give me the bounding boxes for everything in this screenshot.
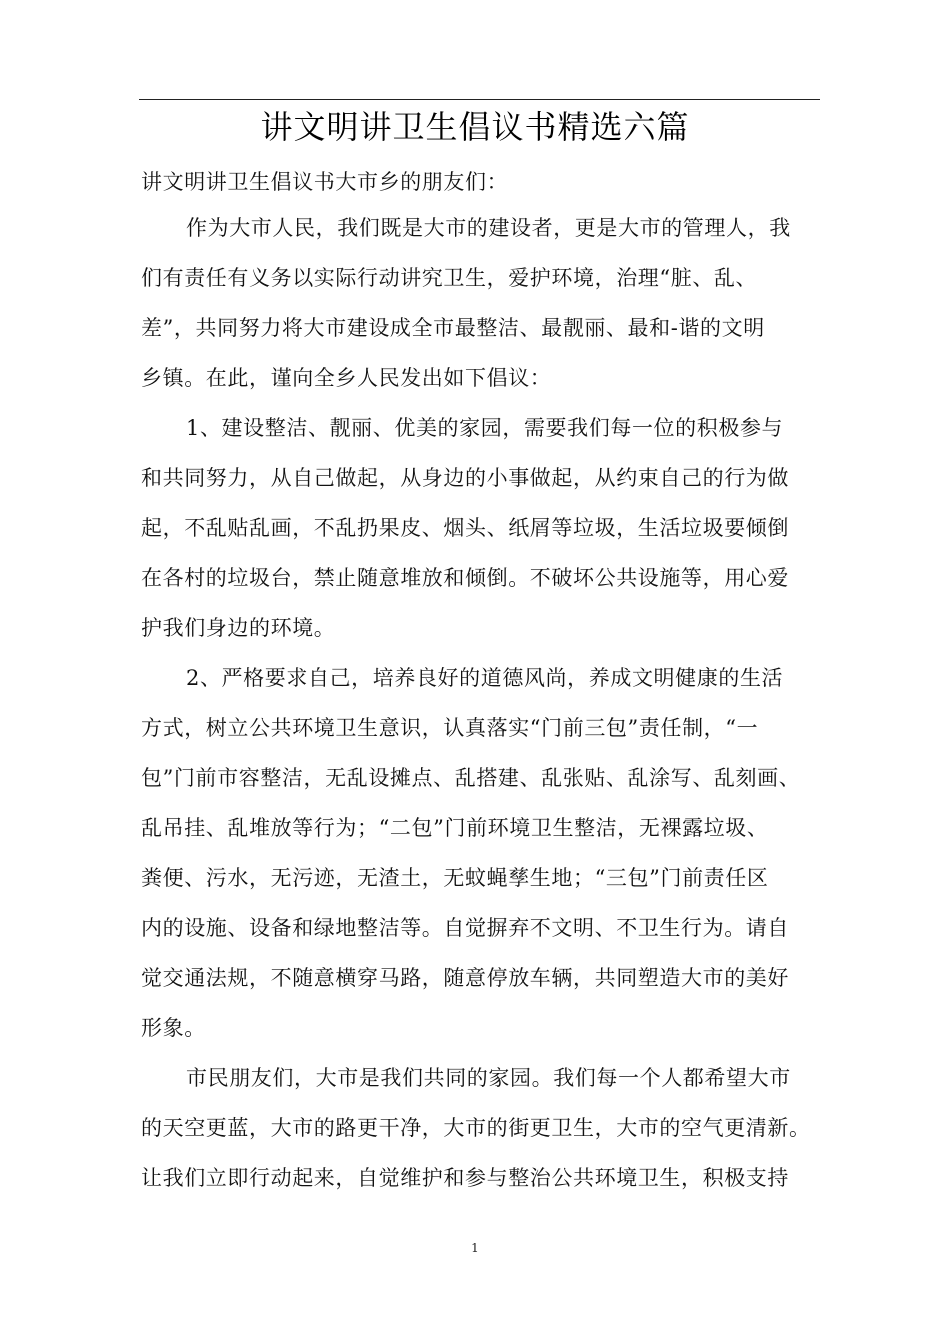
body-line: 差”，共同努力将大市建设成全市最整洁、最靓丽、最和-谐的文明 xyxy=(141,316,765,340)
body-line: 让我们立即行动起来，自觉维护和参与整治公共环境卫生，积极支持 xyxy=(141,1166,789,1190)
body-line: 包”门前市容整洁，无乱设摊点、乱搭建、乱张贴、乱涂写、乱刻画、 xyxy=(141,766,801,790)
body-line: 的天空更蓝，大市的路更干净，大市的街更卫生，大市的空气更清新。 xyxy=(141,1116,811,1140)
header-rule xyxy=(139,99,820,100)
body-line: 内的设施、设备和绿地整洁等。自觉摒弃不文明、不卫生行为。请自 xyxy=(141,916,789,940)
body-line: 方式，树立公共环境卫生意识，认真落实“门前三包”责任制，“一 xyxy=(141,716,759,740)
body-line: 起，不乱贴乱画，不乱扔果皮、烟头、纸屑等垃圾，生活垃圾要倾倒 xyxy=(141,516,789,540)
body-line: 们有责任有义务以实际行动讲究卫生，爱护环境，治理“脏、乱、 xyxy=(141,266,758,290)
body-line: 1、建设整洁、靓丽、优美的家园，需要我们每一位的积极参与 xyxy=(186,416,784,440)
body-line: 觉交通法规，不随意横穿马路，随意停放车辆，共同塑造大市的美好 xyxy=(141,966,789,990)
body-line: 在各村的垃圾台，禁止随意堆放和倾倒。不破坏公共设施等，用心爱 xyxy=(141,566,789,590)
body-line: 市民朋友们，大市是我们共同的家园。我们每一个人都希望大市 xyxy=(186,1066,791,1090)
body-line: 乱吊挂、乱堆放等行为；“二包”门前环境卫生整洁，无裸露垃圾、 xyxy=(141,816,769,840)
page-number: 1 xyxy=(471,1241,479,1255)
salutation-line: 讲文明讲卫生倡议书大市乡的朋友们： xyxy=(141,170,509,194)
body-line: 护我们身边的环境。 xyxy=(141,616,336,640)
body-line: 和共同努力，从自己做起，从身边的小事做起，从约束自己的行为做 xyxy=(141,466,789,490)
body-line: 形象。 xyxy=(141,1016,206,1040)
body-line: 作为大市人民，我们既是大市的建设者，更是大市的管理人，我 xyxy=(186,216,791,240)
body-line: 2、严格要求自己，培养良好的道德风尚，养成文明健康的生活 xyxy=(186,666,784,690)
document-title: 讲文明讲卫生倡议书精选六篇 xyxy=(260,108,690,146)
body-line: 粪便、污水，无污迹，无渣土，无蚊蝇孳生地；“三包”门前责任区 xyxy=(141,866,769,890)
body-line: 乡镇。在此，谨向全乡人民发出如下倡议： xyxy=(141,366,552,390)
